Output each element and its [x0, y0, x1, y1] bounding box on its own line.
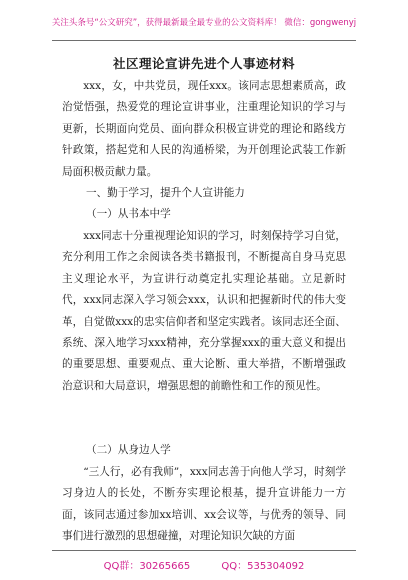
document-title: 社区理论宣讲先进个人事迹材料 — [112, 56, 295, 71]
intro-paragraph: xxx，女，中共党员，现任xxx。该同志思想素质高，政治觉悟强，热爱党的理论宣讲事业，注重理论知识的学习与更新，长期面向党员、面向群众积极宣讲党的理论和路线方针政策，搭起党和人民的沟通桥梁，为开创理论武装工作新局面积极贡献力量。 — [62, 80, 346, 178]
footer — [0, 557, 408, 572]
footer-divider — [52, 550, 356, 551]
footer-qq: QQ：535304092 — [221, 561, 305, 572]
section-heading: 一、勤于学习，提升个人宣讲能力 — [86, 187, 245, 199]
footer-qq-group: QQ群：30265665 — [103, 561, 191, 572]
header-divider — [52, 40, 356, 41]
subsection-heading: （一）从书本中学 — [86, 208, 171, 220]
body-paragraph: xxx同志十分重视理论知识的学习，时刻保持学习自觉，充分利用工作之余阅读各类书籍报刊，不断提高自身马克思主义理论水平，为宣讲行动奠定扎实理论基础。立足新时代，xxx同志深入学习领会xxx，认识和把握新时代的伟大变革，自觉做xxx的忠实信仰者和坚定实践者。该同志还全面、系统、深入地学习xxx精神，充分掌握xxx的重大意义和提出的重要思想、重要观点、重大论断、重大举措，不断增强政治意识和大局意识，增强思想的前瞻性和工作的预见性。 — [62, 230, 346, 392]
subsection-heading: （二）从身边人学 — [86, 444, 171, 456]
header-banner: 关注头条号“公文研究”，获得最新最全最专业的公文资料库！ 微信：gongwenyj — [51, 18, 357, 28]
body-paragraph: “三人行，必有我师”，xxx同志善于向他人学习，时刻学习身边人的长处，不断夯实理论根基，提升宣讲能力一方面，该同志通过参加xx培训、xx会议等，与优秀的领导、同事们进行激烈的思想碰撞，对理论知识欠缺的方面 — [62, 466, 346, 543]
